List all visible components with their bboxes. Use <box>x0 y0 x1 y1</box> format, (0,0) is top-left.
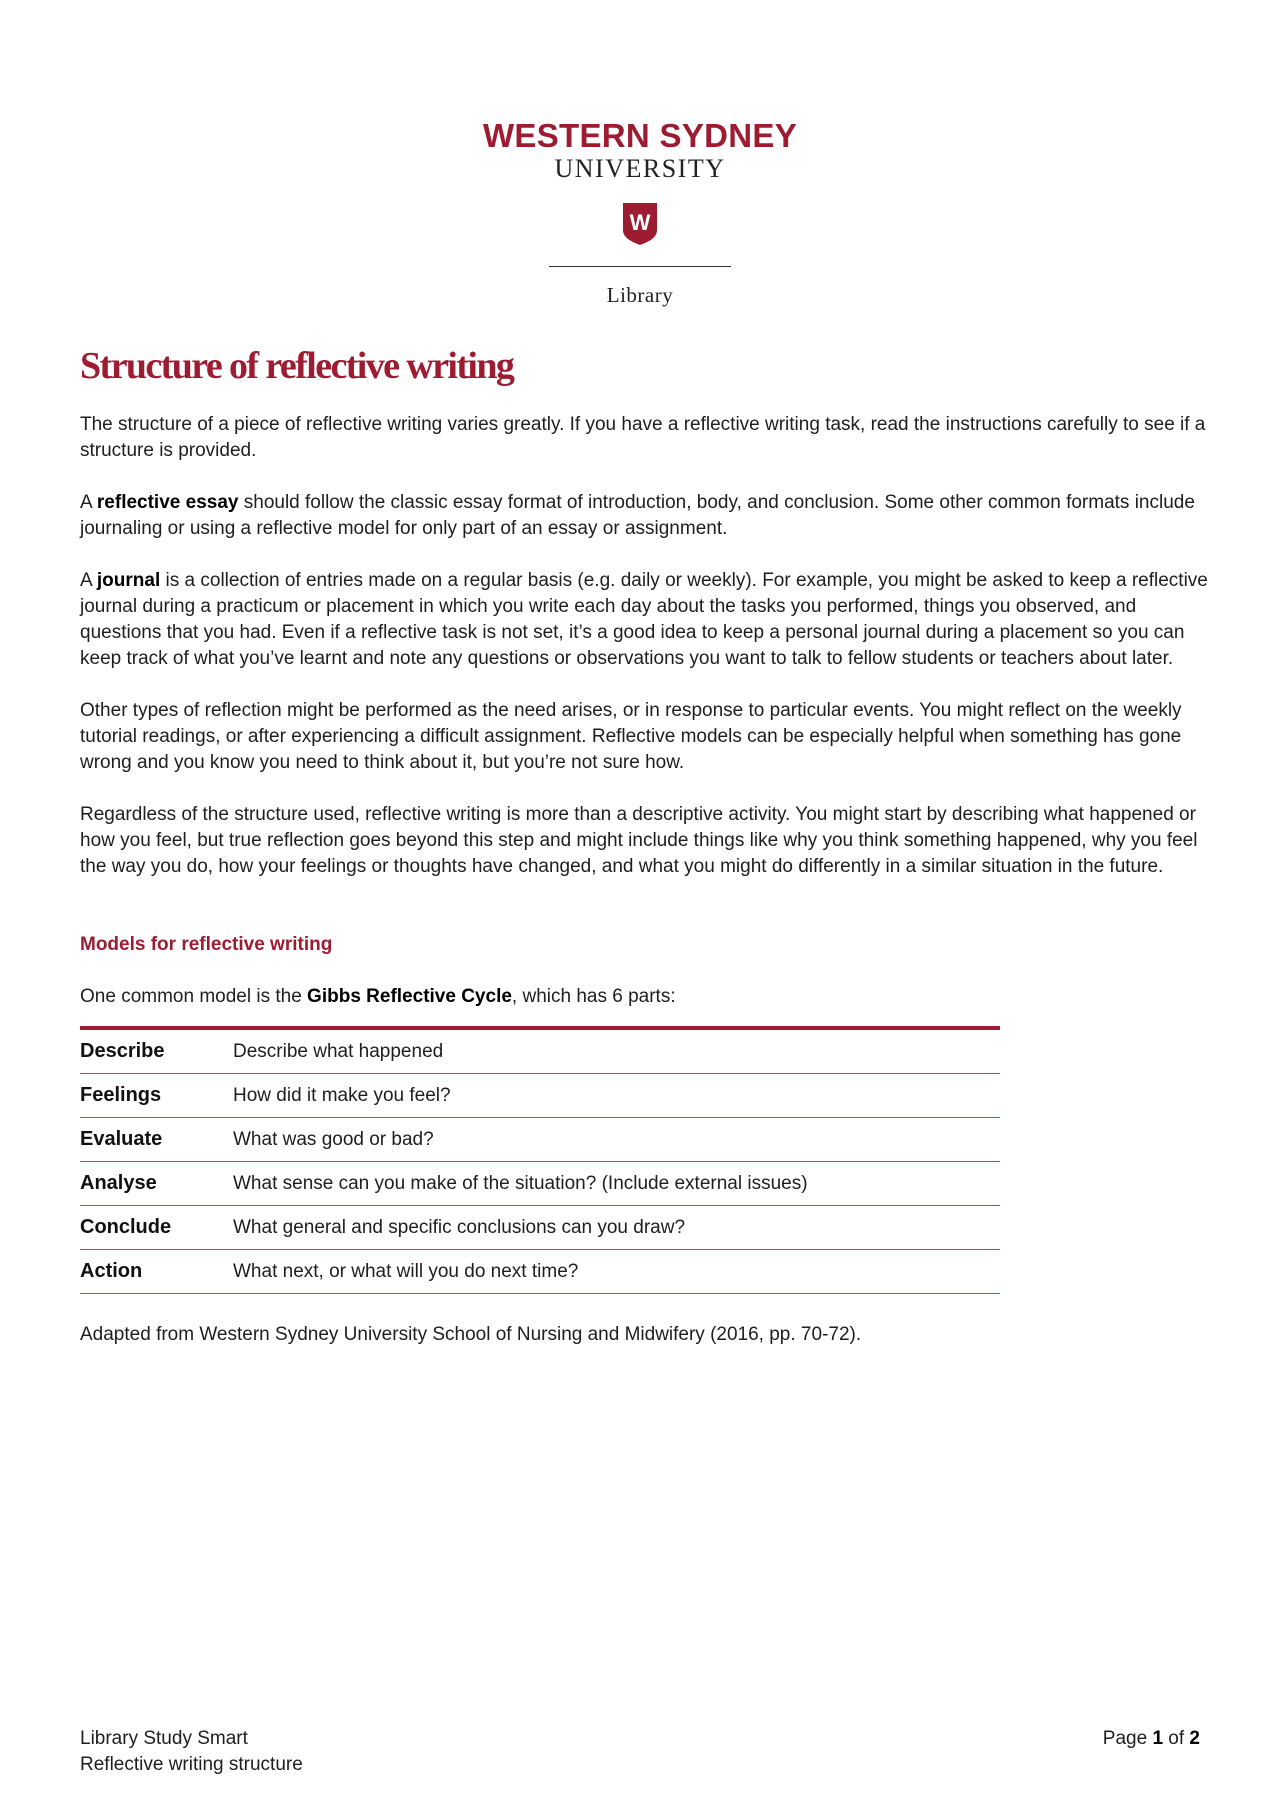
essay-paragraph <box>80 490 1210 542</box>
journal-rest: is a collection of entries made on a regular basis (e.g. daily or weekly). For example, you might be asked to keep a reflective journal during a practicum or placement in which you write each day about the tasks you performed, things you observed, and questions that you had. Even if a reflective task is not set, it’s a good idea to keep a personal journal during a placement so you can keep track of what you’ve learnt and note any questions or observations you want to talk to fellow students or teachers about later. <box>80 570 1208 669</box>
footer-topic: Reflective writing structure <box>80 1754 303 1775</box>
logo-department: Library <box>606 283 674 307</box>
shield-letter: W <box>629 210 651 235</box>
stage-label: Analyse <box>80 1172 157 1194</box>
main-content <box>80 344 1210 1348</box>
stage-label: Evaluate <box>80 1128 163 1150</box>
essay-prefix: A <box>80 492 97 513</box>
table-row <box>80 1118 1000 1162</box>
page-label: Page <box>1102 1728 1153 1749</box>
stage-description: What was good or bad? <box>233 1128 434 1150</box>
essay-rest: should follow the classic essay format of introduction, body, and conclusion. Some other common formats include journaling or using a reflective model for only part of an essay or assignment. <box>80 492 1195 539</box>
stage-label: Action <box>80 1260 143 1282</box>
page-title: Structure of reflective writing <box>80 345 514 387</box>
models-intro-rest: , which has 6 parts: <box>511 986 676 1007</box>
footer-series: Library Study Smart <box>80 1728 248 1749</box>
journal-prefix: A <box>80 570 97 591</box>
gibbs-table <box>80 1026 1000 1294</box>
essay-term: reflective essay <box>96 492 239 513</box>
source-citation: Adapted from Western Sydney University School of Nursing and Midwifery (2016, pp. 70-72). <box>80 1324 862 1345</box>
logo-divider <box>549 266 731 267</box>
footer-left <box>80 1726 303 1778</box>
other-types-paragraph: Other types of reflection might be performed as the need arises, or in response to particular events. You might reflect on the weekly tutorial readings, or after experiencing a difficult assignment. Reflective models can be especially helpful when something has gone wrong and you know you need to think about it, but you’re not sure how. <box>80 700 1182 773</box>
stage-description: What sense can you make of the situation? (Include external issues) <box>233 1172 808 1194</box>
logo-org-sub: UNIVERSITY <box>554 154 726 183</box>
page-of: of <box>1163 1728 1190 1749</box>
intro-paragraph: The structure of a piece of reflective writing varies greatly. If you have a reflective writing task, read the instructions carefully to see if a structure is provided. <box>80 414 1206 461</box>
regardless-paragraph: Regardless of the structure used, reflective writing is more than a descriptive activity. You might start by describing what happened or how you feel, but true reflection goes beyond this step and might include things like why you think something happened, why you feel the way you do, how your feelings or thoughts have changed, and what you might do differently in a similar situation in the future. <box>80 804 1198 877</box>
journal-paragraph <box>80 568 1210 672</box>
page-number <box>1103 1726 1200 1752</box>
table-row <box>80 1162 1000 1206</box>
page-total: 2 <box>1189 1728 1200 1749</box>
page-current: 1 <box>1152 1728 1164 1749</box>
models-intro-term: Gibbs Reflective Cycle <box>307 986 512 1007</box>
models-intro <box>80 984 1210 1010</box>
logo-org-name: WESTERN SYDNEY <box>482 117 798 154</box>
table-row <box>80 1074 1000 1118</box>
models-heading: Models for reflective writing <box>80 934 333 955</box>
table-row <box>80 1206 1000 1250</box>
stage-description: What general and specific conclusions can you draw? <box>233 1216 686 1238</box>
stage-label: Describe <box>80 1040 165 1062</box>
table-row <box>80 1250 1000 1294</box>
shield-icon <box>622 202 658 246</box>
stage-description: What next, or what will you do next time? <box>233 1260 579 1282</box>
models-intro-prefix: One common model is the <box>80 986 308 1007</box>
stage-label: Conclude <box>80 1216 172 1238</box>
stage-description: Describe what happened <box>233 1040 444 1062</box>
stage-label: Feelings <box>80 1084 162 1106</box>
stage-description: How did it make you feel? <box>233 1084 451 1106</box>
table-row <box>80 1030 1000 1074</box>
journal-term: journal <box>96 570 161 591</box>
university-logo <box>0 118 1280 308</box>
